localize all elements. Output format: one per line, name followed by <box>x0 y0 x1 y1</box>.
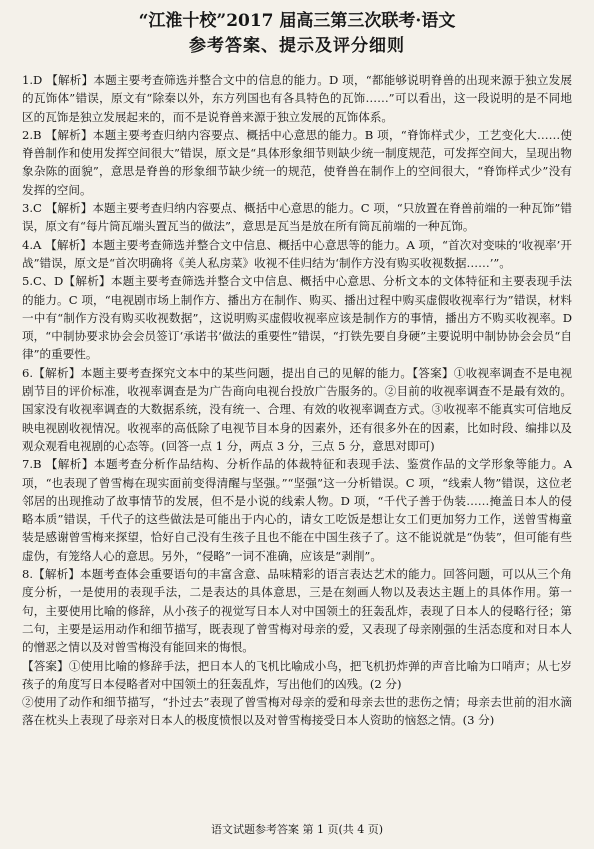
answer-item-4: 4.A 【解析】本题主要考查筛选并整合文中信息、概括中心意思等的能力。A 项，“首次对变味的‘收视率’开战”错误，原文是“首次明确将《美人私房菜》收视不佳归结为‘制作方没有购买收视数据……’”。 <box>22 237 572 270</box>
page-footer: 语文试题参考答案 第 1 页(共 4 页) <box>210 823 384 836</box>
answer-item-1: 1.D 【解析】本题主要考查筛选并整合文中的信息的能力。D 项，“都能够说明脊兽的出现来源于独立发展的瓦饰体”错误，原文有“除秦以外，东方列国也有各具特色的瓦饰……”可以看出，这一段说明的是不同地区的瓦饰是独立发展起来的，而不是说脊兽来源于独立发展的瓦饰体系。 <box>22 73 572 124</box>
exam-title: “江淮十校”2017 届高三第三次联考·语文 <box>138 11 456 31</box>
answer-item-3: 3.C 【解析】本题主要考查归纳内容要点、概括中心意思的能力。C 项，“只放置在脊兽前端的一种瓦饰”错误，原文有“每片筒瓦端头置瓦当的做法”，意思是瓦当是放在所有筒瓦前端的一种瓦饰。 <box>22 201 573 234</box>
answer-item-6: 6.【解析】本题主要考查探究文本中的某些问题，提出自己的见解的能力。【答案】①收视率调查不是电视剧节目的评价标准，收视率调查是为广告商向电视台投放广告服务的。②目前的收视率调查不是最有效的。国家没有收视率调查的大数据系统，没有统一、合理、有效的收视率调查方式。③收视率不能真实可信地反映电视剧收视情况。收视率的高低除了电视节目本身的因素外，还有很多外在的因素，比如时段、编排以及观众观看电视剧的心态等。(回答一点 1 分，两点 3 分，三点 5 分，意思对即可) <box>22 365 572 453</box>
answer-item-8-answer-2: ②使用了动作和细节描写，“扑过去”表现了曾雪梅对母亲的爱和母亲去世的悲伤之情；母亲去世前的泪水滴落在枕头上表现了母亲对日本人的极度愤恨以及对曾雪梅接受日本人资助的恼怒之情。(3 分) <box>22 695 572 728</box>
answer-item-8: 8.【解析】本题考查体会重要语句的丰富含意、品味精彩的语言表达艺术的能力。回答问题，可以从三个角度分析，一是使用的表现手法，二是表达的具体意思，三是在刻画人物以及表达主题上的具体作用。第一句，主要使用比喻的修辞，从小孩子的视觉写日本人对中国领土的狂轰乱炸，表现了日本人的侵略行径；第二句，主要是运用动作和细节描写，既表现了曾雪梅对母亲的爱，又表现了母亲刚强的生活态度和对日本人的憎恶之情以及对曾雪梅没有能回来的悔恨。 <box>22 567 572 655</box>
answer-item-5: 5.C、D【解析】本题主要考查筛选并整合文中信息、概括中心意思、分析文本的文体特征和主要表现手法的能力。C 项，“电视剧市场上制作方、播出方在制作、购买、播出过程中购买虚假收视率行为”错误，材料一中有“制作方没有购买收视数据”，这说明购买虚假收视率应该是制作方的事情，播出方不购买收视率。D 项，“中制协要求协会会员签订‘承诺书’做法的重要性”错误，“打铁先要自身硬”主要说明中制协协会会员“自律”的重要性。 <box>22 274 572 362</box>
answer-body <box>22 71 572 730</box>
answer-item-8-answer-1: 【答案】①使用比喻的修辞手法，把日本人的飞机比喻成小鸟，把飞机扔炸弹的声音比喻为口哨声；从七岁孩子的角度写日本侵略者对中国领土的狂轰乱炸，写出他们的凶残。(2 分) <box>22 658 572 691</box>
answer-item-7: 7.B 【解析】本题考查分析作品结构、分析作品的体裁特征和表现手法、鉴赏作品的文学形象等能力。A 项，“也表现了曾雪梅在现实面前变得清醒与坚强。”“坚强”这一分析错误。C 项，“线索人物”错误，这位老邻居的出现推动了故事情节的发展，但不是小说的线索人物。D 项，“千代子善于伪装……掩盖日本人的侵略本质”错误，千代子的这些做法是可能出于内心的，请女工吃饭是想让女工们更加努力工作，送曾雪梅童装是感谢曾雪梅来探望，恰好自己没有生孩子且也不能在中国生孩子了。这不能说就是“伪装”，但可能有些虚伪，有笼络人心的意思。另外，“侵略”一词不准确，应该是“剥削”。 <box>22 457 572 563</box>
answer-key-subtitle: 参考答案、提示及评分细则 <box>189 36 405 56</box>
answer-item-2: 2.B 【解析】本题主要考查归纳内容要点、概括中心意思的能力。B 项，“脊饰样式少，工艺变化大……使脊兽制作和使用发挥空间很大”错误，原文是“具体形象细节则缺少统一制度规范，可发挥空间大，呈现出物象杂陈的面貌”，意思是脊兽的形象细节缺少统一的规范，使脊兽在制作上的空间很大，“脊饰样式少”没有发挥的空间。 <box>22 127 572 197</box>
